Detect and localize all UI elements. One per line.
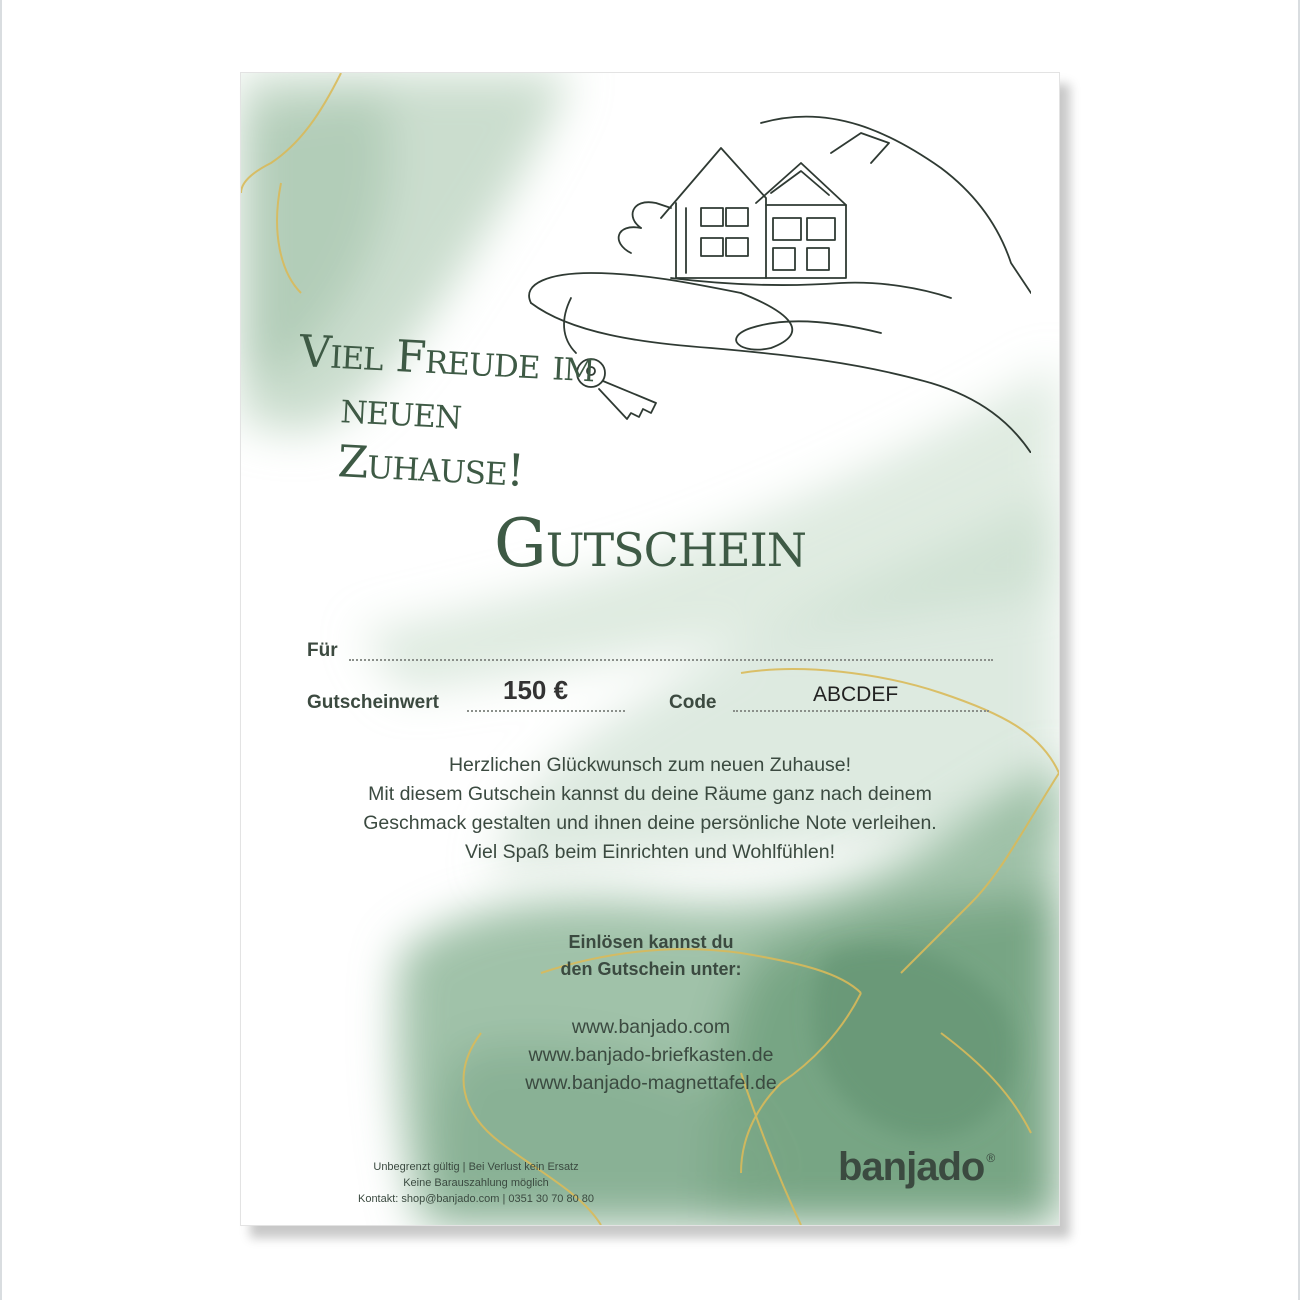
terms-footer	[281, 1159, 671, 1207]
page-frame-line-left	[0, 0, 2, 1300]
message-line: Mit diesem Gutschein kannst du deine Räume ganz nach deinem	[368, 783, 932, 805]
headline-line-2: neuen Zuhause!	[336, 382, 525, 497]
shop-url-link[interactable]: www.banjado.com	[571, 1016, 731, 1038]
headline	[293, 325, 661, 506]
terms-line-2: Keine Barauszahlung möglich	[403, 1177, 549, 1189]
redeem-info	[441, 929, 861, 983]
value-label: Gutscheinwert	[307, 692, 439, 713]
shop-url-list	[401, 1013, 901, 1097]
voucher-title: Gutschein	[494, 505, 806, 582]
redeem-line-2: den Gutschein unter:	[560, 959, 742, 979]
brand-name: banjado	[838, 1145, 985, 1189]
shop-url-link[interactable]: www.banjado-magnettafel.de	[525, 1072, 777, 1094]
voucher-value: 150 €	[503, 675, 569, 705]
redeem-line-1: Einlösen kannst du	[568, 932, 734, 952]
voucher-code: ABCDEF	[813, 683, 899, 706]
code-field-line	[733, 710, 989, 712]
contact-line: Kontakt: shop@banjado.com | 0351 30 70 80 80	[357, 1193, 595, 1205]
terms-line-1: Unbegrenzt gültig | Bei Verlust kein Ersatz	[373, 1161, 579, 1173]
shop-url-link[interactable]: www.banjado-briefkasten.de	[528, 1044, 774, 1066]
gift-voucher-card	[240, 72, 1060, 1226]
recipient-label: Für	[307, 640, 338, 661]
headline-line-1: Viel Freude im	[298, 325, 596, 393]
message-line: Herzlichen Glückwunsch zum neuen Zuhause!	[448, 754, 852, 776]
congratulation-message	[281, 751, 1019, 867]
message-line: Viel Spaß beim Einrichten und Wohlfühlen!	[465, 841, 835, 863]
value-field-line	[467, 710, 625, 712]
registered-mark: ®	[986, 1151, 995, 1165]
message-line: Geschmack gestalten und ihnen deine persönliche Note verleihen.	[363, 812, 937, 834]
banjado-logo	[838, 1145, 995, 1190]
recipient-field[interactable]	[349, 659, 993, 661]
code-label: Code	[669, 692, 717, 713]
